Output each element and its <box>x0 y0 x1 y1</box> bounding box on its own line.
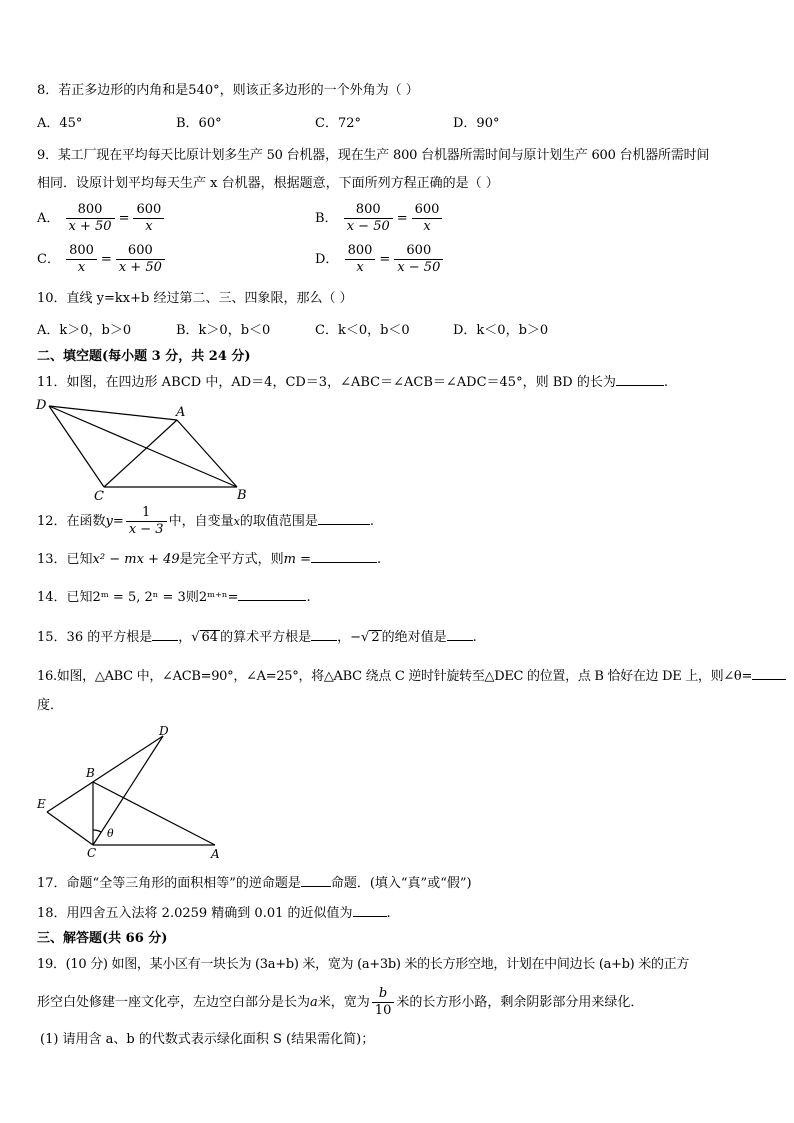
sqrt-64: 64 <box>201 630 219 645</box>
section-2-heading: 二、填空题(每小题 3 分，共 24 分) <box>37 349 251 364</box>
question-9-line1: 9．某工厂现在平均每天比原计划多生产 50 台机器，现在生产 800 台机器所需时间与原计划生产 600 台机器所需时间 <box>37 148 710 163</box>
answer-blank <box>447 628 473 641</box>
option-label: D． <box>315 252 339 267</box>
q8-option-d: D．90° <box>453 116 500 131</box>
question-12-text: 12．在函数y= $\frac{1}{x - 3}$ 中，自变量x的取值范围是 . <box>37 505 374 537</box>
point-label-a: A <box>211 847 220 861</box>
question-19-line2: 形空白处修建一座文化亭，左边空白部分是长为a米，宽为 $\frac{b}{10}$ 米的长方形小路，剩余阴影部分用来绿化． <box>37 986 644 1018</box>
answer-blank <box>311 628 337 641</box>
option-label: A． <box>37 211 60 226</box>
section-3-heading: 三、解答题(共 66 分) <box>37 931 168 946</box>
q10-option-d: D．k＜0，b＞0 <box>453 323 549 338</box>
answer-blank <box>752 667 786 680</box>
quadrilateral-figure <box>30 392 260 504</box>
question-9-line2: 相同．设原计划平均每天生产 x 台机器，根据题意，下面所列方程正确的是（ ） <box>37 176 499 191</box>
angle-theta-label: θ <box>107 827 114 840</box>
option-label: C． <box>37 252 60 267</box>
q8-option-c: C．72° <box>315 116 361 131</box>
point-label-d: D <box>159 724 169 738</box>
q9-option-c: C． $\frac{800}{x}$ = $\frac{600}{x + 50}$ <box>37 243 167 276</box>
sqrt-2: 2 <box>371 630 380 645</box>
answer-blank <box>318 512 370 525</box>
q10-option-a: A．k＞0，b＞0 <box>37 323 132 338</box>
point-label-c: C <box>94 489 104 504</box>
q8-option-b: B．60° <box>176 116 222 131</box>
question-19-line1: 19．(10 分) 如图，某小区有一块长为 (3a+b) 米，宽为 (a+3b) 米的长方形空地，计划在中间边长 (a+b) 米的正方 <box>37 957 690 972</box>
q8-option-a: A．45° <box>37 116 83 131</box>
point-label-b: B <box>86 766 95 780</box>
q9-option-a: A． $\frac{800}{x + 50}$ = $\frac{600}{x}$ <box>37 202 166 235</box>
question-13-text: 13．已知x² − mx + 49是完全平方式，则m = . <box>37 552 382 567</box>
answer-blank <box>301 874 331 887</box>
point-label-a: A <box>176 405 186 420</box>
question-14-text: 14．已知2ᵐ = 5, 2ⁿ = 3则2ᵐ⁺ⁿ= . <box>37 590 311 605</box>
q9-option-d: D． $\frac{800}{x}$ = $\frac{600}{x - 50}$ <box>315 243 445 276</box>
answer-blank <box>311 550 377 563</box>
question-16-line1: 16.如图，△ABC 中，∠ACB=90°，∠A=25°，将△ABC 绕点 C 逆时针旋转至△DEC 的位置，点 B 恰好在边 DE 上，则∠θ= <box>37 667 786 686</box>
q10-option-b: B．k＞0，b＜0 <box>176 323 271 338</box>
point-label-c: C <box>87 846 97 860</box>
point-label-b: B <box>237 488 247 503</box>
question-17-text: 17．命题“全等三角形的面积相等”的逆命题是 命题．(填入“真”或“假”) <box>37 876 472 891</box>
q10-option-c: C．k＜0，b＜0 <box>315 323 410 338</box>
q9-option-b: B． $\frac{800}{x - 50}$ = $\frac{600}{x}$ <box>315 202 444 235</box>
question-16-line2: 度． <box>37 698 64 713</box>
answer-blank <box>152 628 178 641</box>
answer-blank <box>238 588 306 601</box>
question-19-part1: (1) 请用含 a、b 的代数式表示绿化面积 S (结果需化简)； <box>40 1032 375 1047</box>
answer-blank <box>616 373 664 386</box>
question-18-text: 18．用四舍五入法将 2.0259 精确到 0.01 的近似值为 . <box>37 906 391 921</box>
question-15-text: 15．36 的平方根是 ，√ 64 的算术平方根是 ，−√ 2 的绝对值是 . <box>37 630 477 645</box>
question-8-text: 8．若正多边形的内角和是540°，则该正多边形的一个外角为（ ） <box>37 83 419 98</box>
answer-blank <box>353 904 387 917</box>
point-label-d: D <box>36 398 47 413</box>
triangle-rotation-figure <box>30 724 230 864</box>
point-label-e: E <box>37 797 46 811</box>
question-11-text: 11．如图，在四边形 ABCD 中，AD＝4，CD＝3，∠ABC＝∠ACB＝∠ADC＝45°，则 BD 的长为 . <box>37 375 668 390</box>
option-label: B． <box>315 211 338 226</box>
question-10-text: 10．直线 y=kx+b 经过第二、三、四象限，那么（ ） <box>37 291 353 306</box>
